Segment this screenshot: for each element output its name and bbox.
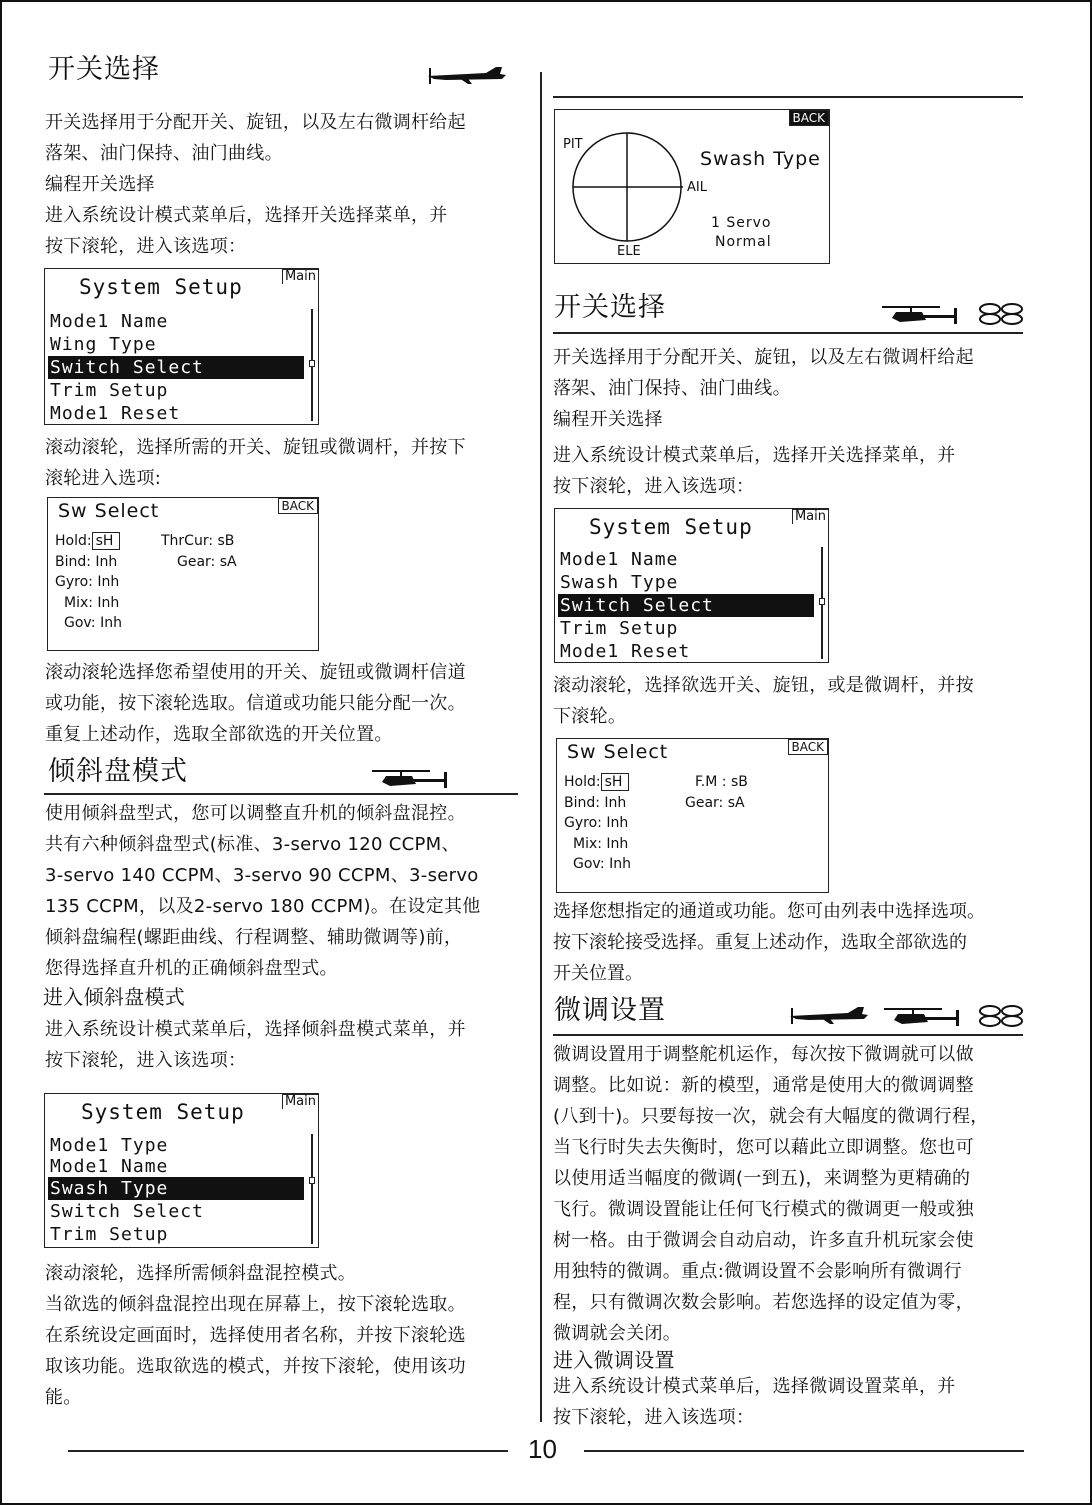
switch-list-col1: Hold: sH Bind: Inh Gyro: Inh Mix: Inh Gov: Inh — [564, 774, 631, 872]
lcd-title: System Setup — [81, 1100, 245, 1124]
pit-label: PIT — [563, 137, 583, 152]
left-sec2-subtitle: 进入倾斜盘模式 — [43, 985, 186, 1009]
scrollbar-thumb[interactable] — [309, 1177, 315, 1184]
left-sec1-para3: 滚动滚轮，选择所需的开关、旋钮或微调杆，并按下 滚轮进入选项: — [45, 437, 466, 489]
page-number: 10 — [528, 1434, 557, 1464]
helicopter-icon — [878, 302, 962, 326]
lcd-title: System Setup — [589, 515, 753, 539]
lcd-sw-select-left — [47, 497, 319, 651]
switch-list-col1: Hold: sH Bind: Inh Gyro: Inh Mix: Inh Gov: Inh — [55, 533, 122, 631]
right-sec1-para3: 滚动滚轮，选择欲选开关、旋钮，或是微调杆，并按 下滚轮。 — [553, 675, 974, 727]
servo-count: 1 Servo — [711, 215, 772, 231]
servo-mode: Normal — [715, 234, 772, 250]
main-tag: Main — [792, 509, 828, 524]
hold-value-box[interactable]: sH — [92, 532, 121, 550]
right-sec1-subtitle: 编程开关选择 — [553, 409, 663, 430]
right-sec2-para1: 微调设置用于调整舵机运作，每次按下微调就可以做 调整。比如说：新的模型，通常是使用大的微调调整 (八到十)。只要每按一次，就会有大幅度的微调行程， 当飞行时失去失衡时，您可以藉此立即调整。您也可 以使用适当幅度的微调(一到五)，来调整为更精确的 飞行。微调设置能让任何飞行模式的微调更一般或独 树一格。由于微调会自动启动，许多直升机玩家会使 用独特的微调。重点:微调设置不会影响所有微调行 程，只有微调次数会影响。若您选择的设定值为零， 微调就会关闭。 — [553, 1044, 989, 1344]
back-button[interactable]: BACK — [788, 739, 828, 755]
back-button[interactable]: BACK — [278, 498, 318, 514]
footer-rule-right — [584, 1450, 1024, 1452]
section-title-switch-select: 开关选择 — [48, 54, 160, 85]
scrollbar[interactable] — [311, 1134, 313, 1244]
airplane-icon — [426, 64, 508, 88]
swash-type-title: Swash Type — [700, 148, 821, 170]
left-sec1-para2: 进入系统设计模式菜单后，选择开关选择菜单，并 按下滚轮，进入该选项： — [45, 205, 448, 257]
column-divider — [540, 72, 542, 1422]
section-title-trim-setup: 微调设置 — [554, 995, 666, 1026]
left-sec2-para3: 滚动滚轮，选择所需倾斜盘混控模式。 当欲选的倾斜盘混控出现在屏幕上，按下滚轮选取。 在系统设定画面时，选择使用者名称，并按下滚轮选 取该功能。选取欲选的模式，并按下滚轮，使用该功 能。 — [45, 1263, 466, 1408]
lcd-sw-select-right — [556, 738, 829, 893]
menu-item[interactable]: Mode1 Type — [50, 1135, 169, 1156]
menu-item[interactable]: Mode1 Name — [560, 549, 679, 570]
right-sec1-para2: 进入系统设计模式菜单后，选择开关选择菜单，并 按下滚轮，进入该选项： — [553, 445, 956, 497]
main-tag: Main — [282, 269, 318, 284]
ail-label: AIL — [687, 180, 707, 195]
ele-label: ELE — [617, 244, 641, 259]
lcd-system-setup-left-1 — [44, 268, 319, 425]
menu-item[interactable]: Trim Setup — [560, 618, 679, 639]
back-button[interactable]: BACK — [789, 110, 829, 126]
right-sec1-para4: 选择您想指定的通道或功能。您可由列表中选择选项。 按下滚轮接受选择。重复上述动作，选取全部欲选的 开关位置。 — [553, 901, 985, 984]
menu-item-selected[interactable]: Switch Select — [48, 356, 304, 379]
menu-item[interactable]: Mode1 Reset — [50, 403, 181, 424]
menu-item[interactable]: Trim Setup — [50, 380, 169, 401]
right-sec2-subtitle: 进入微调设置 — [553, 1348, 675, 1372]
menu-item[interactable]: Mode1 Reset — [560, 641, 691, 662]
section-rule — [44, 793, 518, 795]
menu-item-selected[interactable]: Switch Select — [558, 594, 814, 617]
multirotor-icon — [976, 1004, 1026, 1028]
left-sec1-para4: 滚动滚轮选择您希望使用的开关、旋钮或微调杆信道 或功能，按下滚轮选取。信道或功能只能分配一次。 重复上述动作，选取全部欲选的开关位置。 — [45, 662, 466, 745]
menu-item[interactable]: Wing Type — [50, 334, 157, 355]
menu-item-selected[interactable]: Swash Type — [48, 1177, 304, 1200]
left-sec2-para2: 进入系统设计模式菜单后，选择倾斜盘模式菜单，并 按下滚轮，进入该选项： — [45, 1019, 466, 1071]
lcd-menu — [48, 310, 304, 425]
menu-item[interactable]: Swash Type — [560, 572, 679, 593]
lcd-system-setup-left-2 — [44, 1093, 319, 1248]
menu-item[interactable]: Mode1 Name — [50, 1156, 169, 1177]
lcd-system-setup-right — [554, 508, 829, 663]
lcd-title: Sw Select — [567, 741, 669, 763]
right-sec2-para2: 进入系统设计模式菜单后，选择微调设置菜单，并 按下滚轮，进入该选项： — [553, 1376, 956, 1428]
section-title-switch-select-heli: 开关选择 — [554, 292, 666, 323]
multirotor-icon — [976, 302, 1026, 326]
left-sec2-para1: 使用倾斜盘型式，您可以调整直升机的倾斜盘混控。 共有六种倾斜盘型式(标准、3-servo 120 CCPM、 3-servo 140 CCPM、3-servo 90 CCPM、3-servo 135 CCPM，以及2-servo 180 CCPM)。在设定其他 倾斜盘编程(螺距曲线、行程调整、辅助微调等)前， 您得选择直升机的正确倾斜盘型式。 — [45, 803, 481, 979]
airplane-icon — [788, 1004, 870, 1028]
lcd-swash-type — [554, 109, 830, 264]
scrollbar-thumb[interactable] — [819, 598, 825, 605]
top-rule-right — [553, 96, 1023, 98]
left-sec1-para1: 开关选择用于分配开关、旋钮，以及左右微调杆给起 落架、油门保持、油门曲线。 — [45, 112, 466, 164]
switch-list-col2: ThrCur: sB Gear: sA — [161, 533, 237, 570]
section-rule — [553, 332, 1023, 334]
switch-list-col2: F.M : sB Gear: sA — [685, 774, 748, 811]
menu-item[interactable]: Switch Select — [50, 1201, 204, 1222]
section-rule — [553, 1034, 1023, 1036]
lcd-title: System Setup — [79, 275, 243, 299]
helicopter-icon — [368, 766, 452, 790]
left-sec1-subtitle: 编程开关选择 — [45, 174, 155, 195]
lcd-menu — [558, 548, 814, 663]
swash-diagram — [569, 130, 689, 254]
main-tag: Main — [282, 1094, 318, 1109]
hold-value-box[interactable]: sH — [601, 773, 630, 791]
footer-rule-left — [68, 1450, 508, 1452]
section-title-swash-mode: 倾斜盘模式 — [48, 756, 188, 787]
lcd-title: Sw Select — [58, 500, 160, 522]
menu-item[interactable]: Mode1 Name — [50, 311, 169, 332]
right-sec1-para1: 开关选择用于分配开关、旋钮，以及左右微调杆给起 落架、油门保持、油门曲线。 — [553, 347, 974, 399]
scrollbar-thumb[interactable] — [309, 360, 315, 367]
menu-item[interactable]: Trim Setup — [50, 1224, 169, 1245]
helicopter-icon — [880, 1004, 964, 1028]
lcd-menu — [48, 1135, 304, 1246]
